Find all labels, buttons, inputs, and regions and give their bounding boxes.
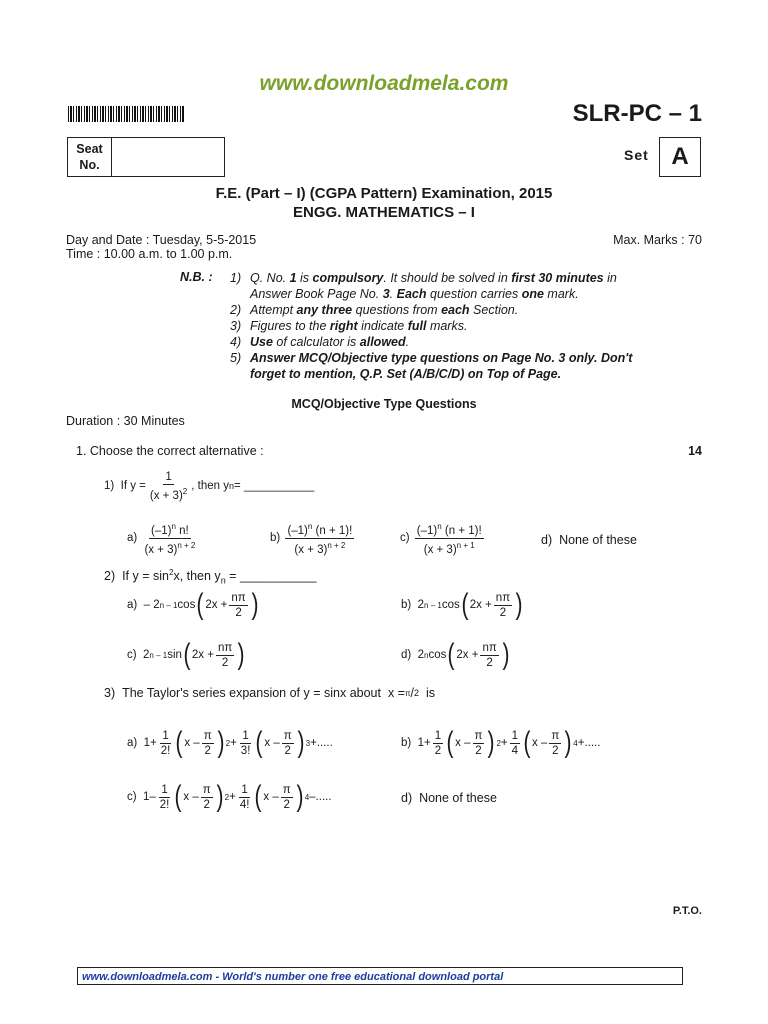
option-3c: c) 1– $\frac{1}{2!}$ ( x – $\frac{\pi}{2}$ ) 2 + $\frac{1}{4!}$ ( x – $\frac{\pi}{2}$ ) 4 –.....	[127, 780, 332, 813]
seat-label: Seat No.	[68, 138, 112, 176]
question-1-text: 1. Choose the correct alternative :	[76, 444, 264, 458]
instruction-item: 2) Attempt any three questions from each Section.	[230, 303, 519, 317]
instruction-item: 3) Figures to the right indicate full marks.	[230, 319, 468, 333]
option-1d: d) None of these	[541, 533, 637, 547]
instruction-item: 5) Answer MCQ/Objective type questions on Page No. 3 only. Don't forget to mention, Q.P. Set (A/B/C/D) on Top of Page.	[230, 351, 633, 381]
option-2b: b) 2 n – 1 cos ( 2x + $\frac{n\pi}{2}$ )	[401, 588, 523, 621]
duration: Duration : 30 Minutes	[66, 414, 185, 428]
exam-time: Time : 10.00 a.m. to 1.00 p.m.	[66, 247, 233, 261]
sub-question-2: 2) If $y = \sin^2x$, then $y_n$ = ___________	[104, 568, 317, 586]
seat-number-box	[67, 137, 225, 177]
nb-label: N.B. :	[180, 270, 213, 284]
option-1a: a) $\frac{(-1)^n n!}{(x + 3)^{n + 2}}$	[127, 522, 196, 556]
site-url-header[interactable]: www.downloadmela.com	[259, 72, 509, 95]
pto-label: P.T.O.	[672, 905, 702, 917]
option-3b: b) 1+ $\frac{1}{2}$ ( x – $\frac{\pi}{2}$ ) 2 + $\frac{1}{4}$ ( x – $\frac{\pi}{2}$ ) 4 +.....	[401, 726, 601, 759]
sub-question-1: 1) If y = $\frac{1}{(x + 3)^2}$ , then y n = ___________	[104, 471, 315, 502]
instruction-item: 4) Use of calculator is allowed.	[230, 335, 410, 349]
option-1b: b) $\frac{(-1)^n (n + 1)!}{(x + 3)^{n + 2}}$	[270, 522, 353, 556]
sub-question-3: 3) The Taylor's series expansion of y = sinx about x = π / 2 is	[104, 686, 435, 700]
option-2c: c) 2 n – 1 sin ( 2x + $\frac{n\pi}{2}$ )	[127, 638, 245, 671]
day-date: Day and Date : Tuesday, 5-5-2015	[66, 233, 257, 247]
set-value-box: A	[659, 137, 701, 177]
barcode-image	[68, 106, 184, 122]
option-3a: a) 1+ $\frac{1}{2!}$ ( x – $\frac{\pi}{2}$ ) 2 + $\frac{1}{3!}$ ( x – $\frac{\pi}{2}$ ) 3 +.....	[127, 726, 333, 759]
option-2d: d) 2 n cos ( 2x + $\frac{n\pi}{2}$ )	[401, 638, 510, 671]
subject-title: ENGG. MATHEMATICS – I	[293, 204, 475, 221]
option-1c: c) $\frac{(-1)^n (n + 1)!}{(x + 3)^{n + 1}}$	[400, 522, 482, 556]
exam-title: F.E. (Part – I) (CGPA Pattern) Examination, 2015	[215, 185, 553, 202]
paper-code: SLR-PC – 1	[572, 100, 702, 127]
option-2a: a) – 2 n – 1 cos ( 2x + $\frac{n\pi}{2}$ )	[127, 588, 259, 621]
instruction-item: 1) Q. No. 1 is compulsory. It should be solved in first 30 minutes in Answer Book Page No. 3. Each question carries one mark.	[230, 271, 617, 301]
set-label: Set	[624, 147, 649, 163]
option-3d: d) None of these	[401, 791, 497, 805]
max-marks: Max. Marks : 70	[613, 233, 702, 247]
question-1-marks: 14	[688, 444, 702, 458]
footer-banner-link[interactable]: www.downloadmela.com - World's number one free educational download portal	[77, 967, 683, 985]
section-heading: MCQ/Objective Type Questions	[291, 397, 477, 411]
